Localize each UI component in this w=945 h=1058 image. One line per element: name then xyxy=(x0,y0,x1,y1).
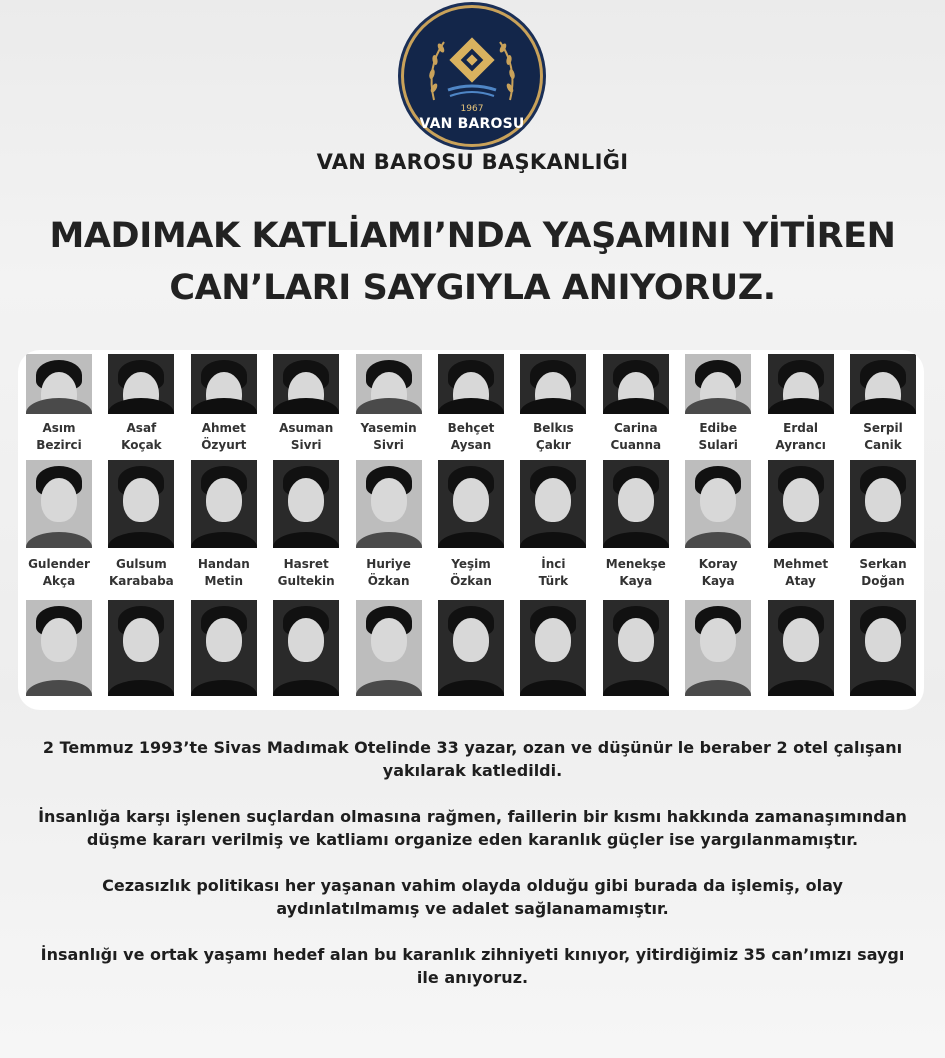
victim-photo xyxy=(768,600,834,696)
victim-name xyxy=(599,420,673,454)
victim-first-name: Asuman xyxy=(279,421,334,435)
victim-first-name: Asım xyxy=(42,421,76,435)
victim-last-name: Karababa xyxy=(108,574,174,588)
headline xyxy=(0,210,945,314)
victim-name xyxy=(352,556,426,590)
victim-photo xyxy=(26,354,92,414)
victim-photo xyxy=(603,460,669,548)
victim-last-name: Doğan xyxy=(861,574,905,588)
victim-last-name: Özkan xyxy=(367,574,410,588)
victim-photo xyxy=(108,354,174,414)
victim-last-name: Aysan xyxy=(450,438,492,452)
victim-first-name: İnci xyxy=(541,557,566,571)
victim-photo xyxy=(356,600,422,696)
organization-title: VAN BAROSU BAŞKANLIĞI xyxy=(316,150,629,174)
victim-name xyxy=(764,556,838,590)
victim-last-name: Sulari xyxy=(698,438,738,452)
victim-last-name: Türk xyxy=(538,574,569,588)
logo-year: 1967 xyxy=(460,104,484,114)
victim-photo xyxy=(108,460,174,548)
victim-name xyxy=(269,420,343,454)
victim-photo xyxy=(273,354,339,414)
victim-photo xyxy=(768,460,834,548)
victim-name xyxy=(22,556,96,590)
victim-name xyxy=(352,420,426,454)
victim-last-name: Sivri xyxy=(373,438,404,452)
statement-paragraph-1: 2 Temmuz 1993’te Sivas Madımak Otelinde 33 yazar, ozan ve düşünür le beraber 2 otel çalışanı yakılarak katledildi. xyxy=(42,738,903,780)
victim-first-name: Mehmet xyxy=(773,557,829,571)
victim-first-name: Handan xyxy=(197,557,250,571)
victim-last-name: Cuanna xyxy=(610,438,662,452)
victim-first-name: Behçet xyxy=(447,421,495,435)
victim-photo xyxy=(850,600,916,696)
van-barosu-logo xyxy=(404,8,540,144)
victim-last-name: Gultekin xyxy=(277,574,335,588)
victim-photo xyxy=(685,354,751,414)
victim-name xyxy=(104,556,178,590)
victim-name xyxy=(516,420,590,454)
victim-photo xyxy=(685,460,751,548)
victim-name xyxy=(269,556,343,590)
victim-first-name: Menekşe xyxy=(605,557,666,571)
victim-last-name: Çakır xyxy=(535,438,571,452)
victim-photo xyxy=(768,354,834,414)
victim-photo xyxy=(26,600,92,696)
victim-photo xyxy=(273,600,339,696)
victim-first-name: Serpil xyxy=(863,421,903,435)
victim-name xyxy=(187,556,261,590)
victim-photo xyxy=(108,600,174,696)
victim-photo xyxy=(356,354,422,414)
victim-name xyxy=(846,420,920,454)
victim-last-name: Kaya xyxy=(619,574,653,588)
victim-photo xyxy=(520,600,586,696)
victim-name xyxy=(516,556,590,590)
victim-last-name: Ayrancı xyxy=(775,438,826,452)
victim-photo xyxy=(850,460,916,548)
victim-photo xyxy=(191,354,257,414)
victim-name xyxy=(104,420,178,454)
victim-photo xyxy=(603,354,669,414)
victim-photo xyxy=(438,460,504,548)
victim-photo xyxy=(191,460,257,548)
victim-name xyxy=(681,556,755,590)
victim-last-name: Sivri xyxy=(290,438,322,452)
victim-name xyxy=(599,556,673,590)
victim-first-name: Edibe xyxy=(699,421,737,435)
victim-first-name: Carina xyxy=(614,421,658,435)
victim-first-name: Yeşim xyxy=(451,557,491,571)
statement-paragraph-3: Cezasızlık politikası her yaşanan vahim olayda olduğu gibi burada da işlemiş, olay aydınlatılmamış ve adalet sağlanamamıştır. xyxy=(102,876,843,918)
victim-photo xyxy=(685,600,751,696)
victim-first-name: Hasret xyxy=(283,557,329,571)
victim-first-name: Gulender xyxy=(28,557,90,571)
victim-name xyxy=(434,556,508,590)
victim-last-name: Koçak xyxy=(121,438,162,452)
victim-photo xyxy=(850,354,916,414)
victim-first-name: Ahmet xyxy=(201,421,246,435)
victim-last-name: Özyurt xyxy=(201,438,247,452)
victim-photo xyxy=(520,354,586,414)
headline-line-2: CAN’LARI SAYGIYLA ANIYORUZ. xyxy=(169,268,776,308)
victim-name xyxy=(764,420,838,454)
statement-paragraph-2: İnsanlığa karşı işlenen suçlardan olmasına rağmen, faillerin bir kısmı hakkında zamanaşımından düşme kararı verilmiş ve katliamı organize eden karanlık güçler ise yargılanmamıştır. xyxy=(38,807,907,849)
victim-name xyxy=(187,420,261,454)
victim-first-name: Huriye xyxy=(366,557,411,571)
victim-photo xyxy=(273,460,339,548)
victim-photo xyxy=(438,354,504,414)
statement-paragraph-4: İnsanlığı ve ortak yaşamı hedef alan bu karanlık zihniyeti kınıyor, yitirdiğimiz 35 can’ımızı saygı ile anıyoruz. xyxy=(40,945,905,987)
victim-first-name: Erdal xyxy=(783,421,819,435)
victim-name xyxy=(846,556,920,590)
victim-last-name: Kaya xyxy=(701,574,735,588)
victim-photo xyxy=(356,460,422,548)
victim-last-name: Atay xyxy=(785,574,816,588)
victim-first-name: Koray xyxy=(698,557,738,571)
victim-first-name: Belkıs xyxy=(533,421,574,435)
victim-first-name: Yasemin xyxy=(360,421,417,435)
victim-name xyxy=(681,420,755,454)
victim-photo xyxy=(26,460,92,548)
victim-photo xyxy=(438,600,504,696)
victim-name xyxy=(22,420,96,454)
victim-first-name: Asaf xyxy=(126,421,157,435)
victims-photo-panel xyxy=(18,350,924,710)
victim-last-name: Bezirci xyxy=(36,438,82,452)
victim-photo xyxy=(191,600,257,696)
logo-name: VAN BAROSU xyxy=(419,116,525,132)
victim-first-name: Serkan xyxy=(859,557,907,571)
victim-photo xyxy=(603,600,669,696)
victim-last-name: Metin xyxy=(204,574,244,588)
victim-last-name: Akça xyxy=(42,574,76,588)
statement-text xyxy=(30,736,915,1012)
headline-line-1: MADIMAK KATLİAMI’NDA YAŞAMINI YİTİREN xyxy=(49,216,896,256)
victim-name xyxy=(434,420,508,454)
victim-last-name: Özkan xyxy=(450,574,492,588)
victim-first-name: Gulsum xyxy=(116,557,167,571)
victim-last-name: Canik xyxy=(864,438,902,452)
victim-photo xyxy=(520,460,586,548)
